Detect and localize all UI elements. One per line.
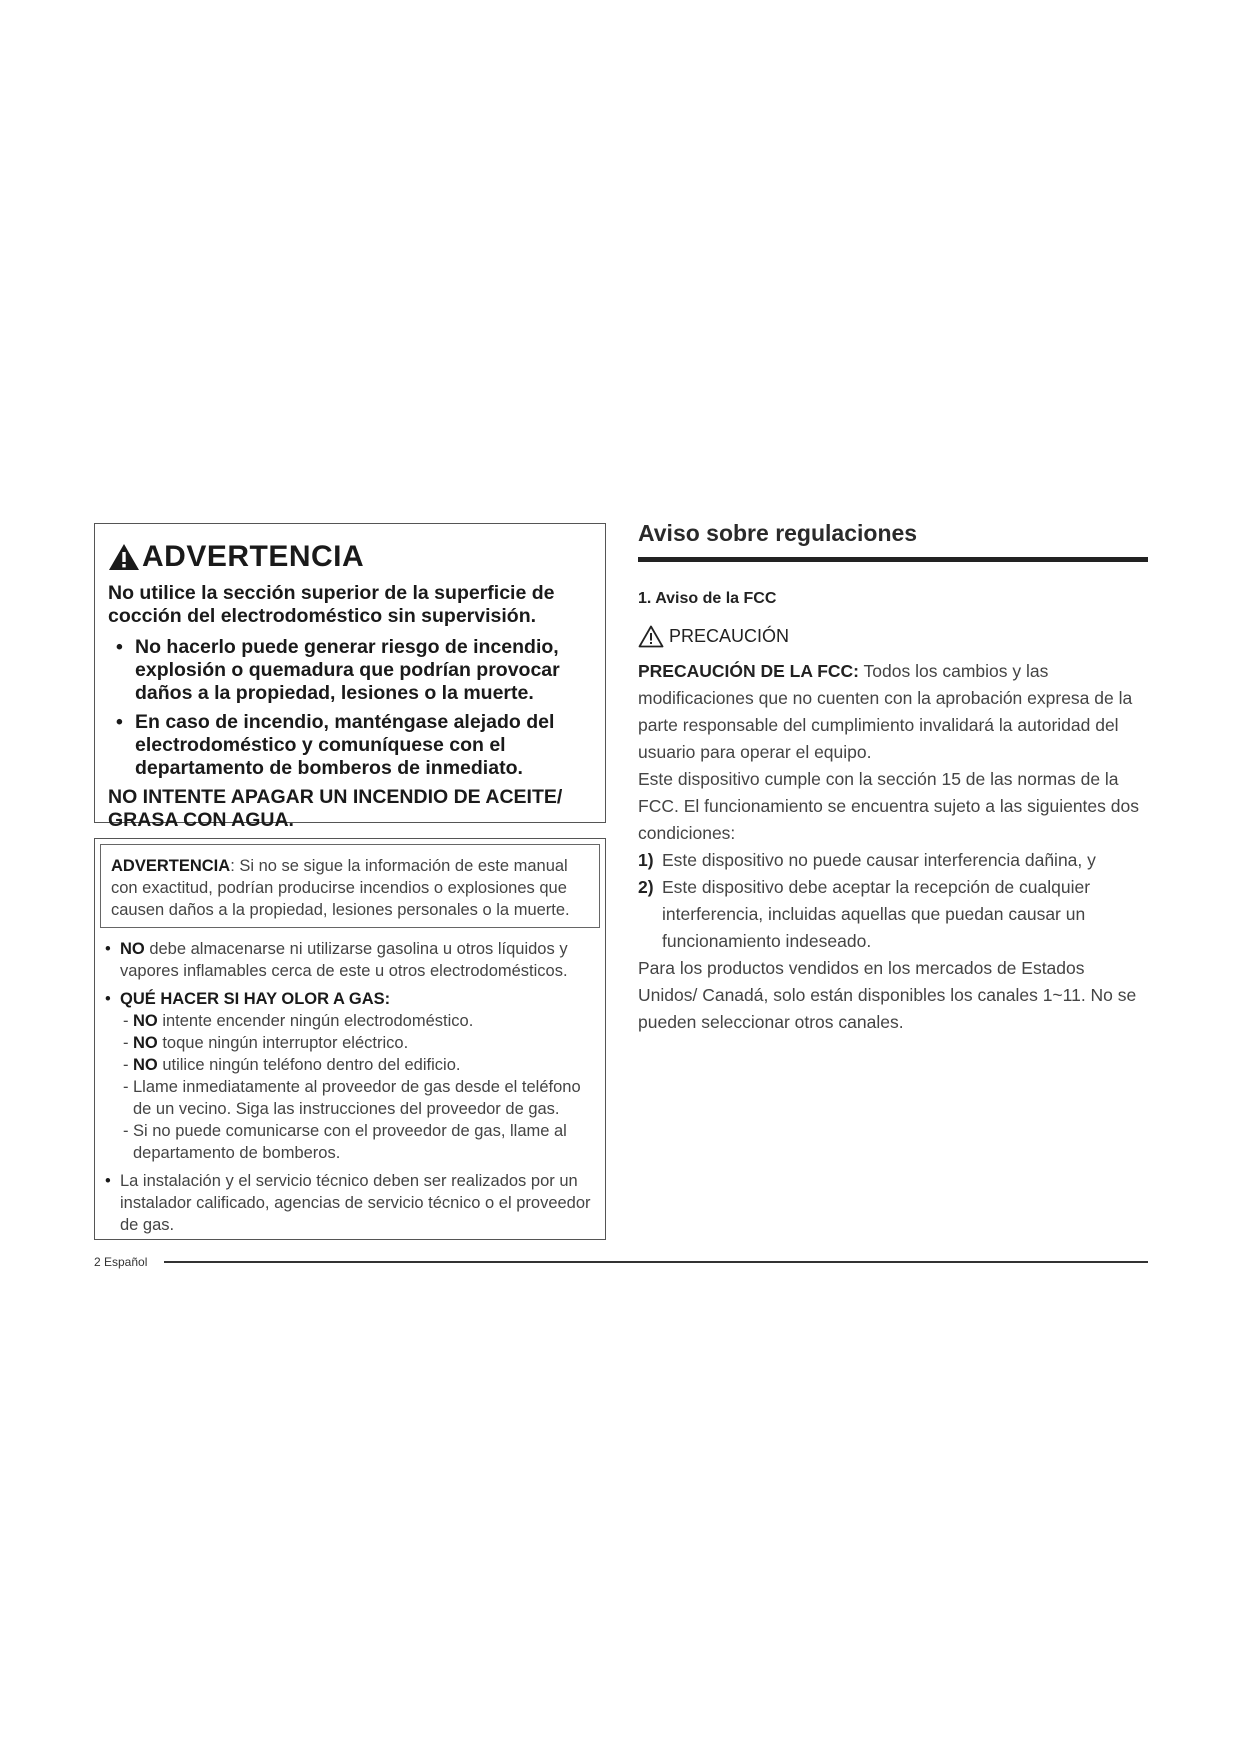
gas-subitem: - Si no puede comunicarse con el proveedor de gas, llame al departamento de bomberos. <box>123 1122 567 1162</box>
gas-item: • QUÉ HACER SI HAY OLOR A GAS: - NO intente encender ningún electrodoméstico. - NO toque ningún interruptor eléctrico. - NO utilice ningún teléfono dentro del edificio. - Llame inmediatamente al proveedor de gas desde el teléfono de un vecino. Siga las instrucciones del proveedor de gas. - Si no puede comunicarse con el proveedor de gas, llame al departamento de bomberos. <box>100 988 600 1164</box>
page-footer <box>94 1255 1148 1269</box>
channels-paragraph: Para los productos vendidos en los mercados de Estados Unidos/ Canadá, solo están disponibles los canales 1~11. No se pueden seleccionar otros canales. <box>638 958 1137 1032</box>
gas-subitem: - NO intente encender ningún electrodoméstico. <box>123 1012 474 1030</box>
regulations-body <box>638 658 1148 1036</box>
condition-item: 1) Este dispositivo no puede causar interferencia dañina, y <box>638 850 1096 870</box>
gas-warning-box <box>94 838 606 1240</box>
warning-title-text: ADVERTENCIA <box>142 540 365 573</box>
page-number: 2 Español <box>94 1255 148 1269</box>
warning-item: • No hacerlo puede generar riesgo de incendio, explosión o quemadura que podrían provocar daños a la propiedad, lesiones o la muerte. <box>116 636 560 704</box>
warning-title <box>108 540 593 574</box>
warning-caps: NO INTENTE APAGAR UN INCENDIO DE ACEITE/ GRASA CON AGUA. <box>108 786 563 831</box>
section-title: Aviso sobre regulaciones <box>638 520 1148 562</box>
gas-item: • NO debe almacenarse ni utilizarse gasolina u otros líquidos y vapores inflamables cerca de este u otros electrodomésticos. <box>105 940 568 980</box>
footer-rule <box>164 1261 1148 1263</box>
gas-subitem: - Llame inmediatamente al proveedor de gas desde el teléfono de un vecino. Siga las instrucciones del proveedor de gas. <box>123 1078 581 1118</box>
fcc-caution-paragraph: PRECAUCIÓN DE LA FCC: Todos los cambios y las modificaciones que no cuenten con la aprobación expresa de la parte responsable del cumplimiento invalidará la autoridad del usuario para operar el equipo. <box>638 661 1133 762</box>
warning-lead: No utilice la sección superior de la superficie de cocción del electrodoméstico sin supervisión. <box>108 582 555 627</box>
gas-item: • La instalación y el servicio técnico deben ser realizados por un instalador calificado, agencias de servicio técnico o el proveedor de gas. <box>105 1172 591 1234</box>
caution-label: PRECAUCIÓN <box>669 626 790 646</box>
warning-item: • En caso de incendio, manténgase alejado del electrodoméstico y comuníquese con el departamento de bomberos de inmediato. <box>116 711 555 779</box>
warning-box <box>94 523 606 831</box>
condition-item: 2) Este dispositivo debe aceptar la recepción de cualquier interferencia, incluidas aquellas que puedan causar un funcionamiento indeseado. <box>638 877 1091 951</box>
warning-triangle-outline-icon <box>638 625 664 648</box>
gas-subitem: - NO toque ningún interruptor eléctrico. <box>123 1034 409 1052</box>
gas-subitem: - NO utilice ningún teléfono dentro del edificio. <box>123 1056 461 1074</box>
left-column <box>94 523 606 1240</box>
gas-warning-list <box>100 938 600 1236</box>
gas-sublist <box>120 1010 600 1164</box>
compliance-paragraph: Este dispositivo cumple con la sección 15 de las normas de la FCC. El funcionamiento se encuentra sujeto a las siguientes dos condiciones: <box>638 769 1139 843</box>
warning-list <box>108 636 593 780</box>
section-subtitle: 1. Aviso de la FCC <box>638 590 777 607</box>
caution-heading <box>638 625 1148 648</box>
warning-triangle-filled-icon <box>108 543 140 571</box>
gas-warning-intro: ADVERTENCIA: Si no se sigue la información de este manual con exactitud, podrían producirse incendios o explosiones que causen daños a la propiedad, lesiones personales o la muerte. <box>100 844 600 928</box>
right-column <box>638 520 1148 1036</box>
